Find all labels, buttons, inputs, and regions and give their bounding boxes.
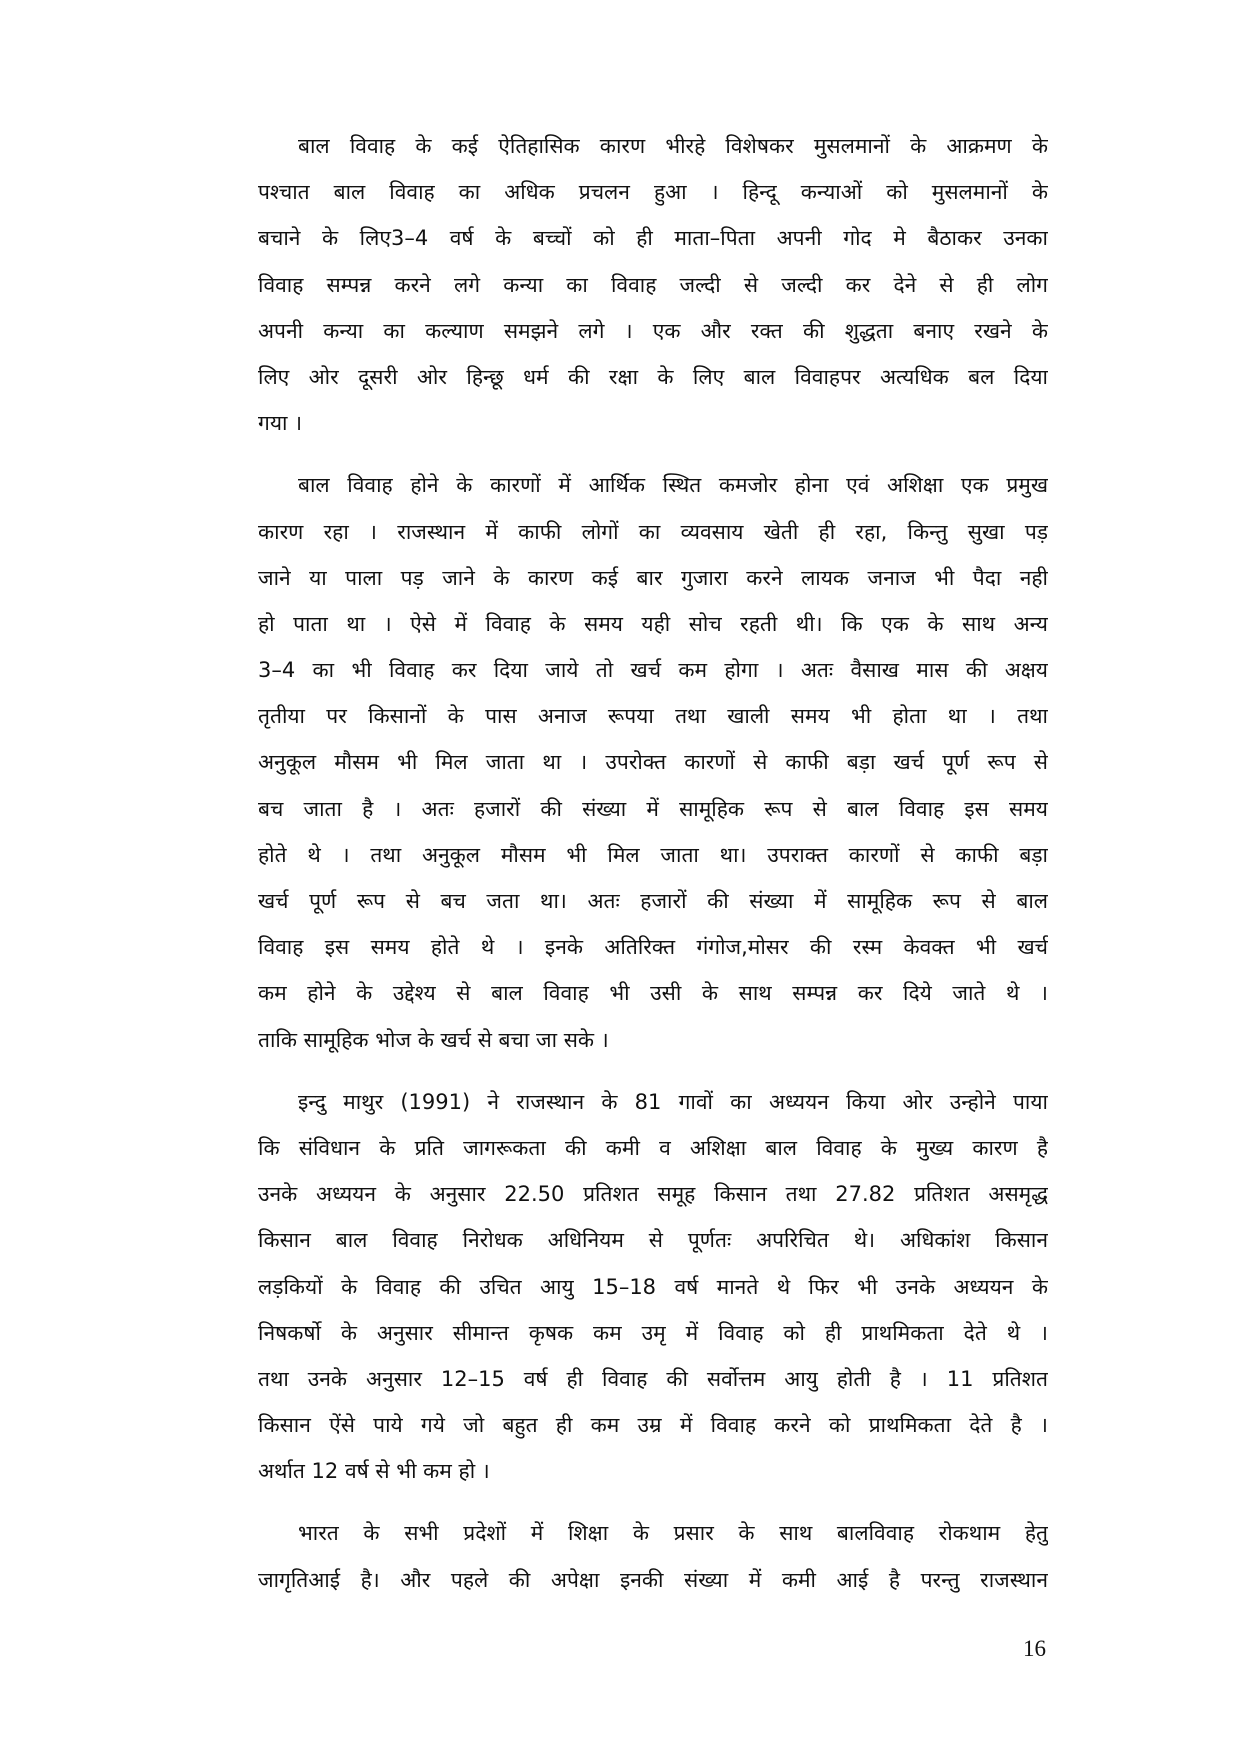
text-line: 3–4 का भी विवाह कर दिया जाये तो खर्च कम होगा । अतः वैसाख मास की अक्षय bbox=[258, 658, 1048, 683]
text-line: विवाह सम्पन्न करने लगे कन्या का विवाह जल्दी से जल्दी कर देने से ही लोग bbox=[258, 272, 1048, 297]
text-line: तथा उनके अनुसार 12–15 वर्ष ही विवाह की सर्वोत्तम आयु होती है । 11 प्रतिशत bbox=[258, 1366, 1048, 1391]
text-line: होते थे । तथा अनुकूल मौसम भी मिल जाता था। उपराक्त कारणों से काफी बड़ा bbox=[258, 842, 1048, 867]
paragraph-2 bbox=[258, 462, 1048, 1062]
text-line: हो पाता था । ऐसे में विवाह के समय यही सोच रहती थी। कि एक के साथ अन्य bbox=[258, 611, 1048, 636]
text-line: विवाह इस समय होते थे । इनके अतिरिक्त गंगोज,मोसर की रस्म केवक्त भी खर्च bbox=[258, 935, 1048, 960]
text-line: उनके अध्ययन के अनुसार 22.50 प्रतिशत समूह किसान तथा 27.82 प्रतिशत असमृद्ध bbox=[258, 1182, 1048, 1207]
text-line: बाल विवाह होने के कारणों में आर्थिक स्थित कमजोर होना एवं अशिक्षा एक प्रमुख bbox=[298, 473, 1048, 498]
text-line: इन्दु माथुर (1991) ने राजस्थान के 81 गावों का अध्ययन किया ओर उन्होने पाया bbox=[298, 1089, 1048, 1114]
text-line: निषकर्षो के अनुसार सीमान्त कृषक कम उमृ में विवाह को ही प्राथमिकता देते थे । bbox=[258, 1320, 1048, 1345]
paragraph-4 bbox=[258, 1510, 1048, 1602]
page-number: 16 bbox=[1023, 1636, 1046, 1661]
text-line: तृतीया पर किसानों के पास अनाज रूपया तथा खाली समय भी होता था । तथा bbox=[258, 704, 1048, 729]
text-line: पश्चात बाल विवाह का अधिक प्रचलन हुआ । हिन्दू कन्याओं को मुसलमानों के bbox=[258, 180, 1048, 205]
text-line: बच जाता है । अतः हजारों की संख्या में सामूहिक रूप से बाल विवाह इस समय bbox=[258, 796, 1048, 821]
paragraph-3 bbox=[258, 1079, 1048, 1495]
text-line: जागृतिआई है। और पहले की अपेक्षा इनकी संख्या में कमी आई है परन्तु राजस्थान bbox=[258, 1567, 1048, 1592]
text-line: बाल विवाह के कई ऐतिहासिक कारण भीरहे विशेषकर मुसलमानों के आक्रमण के bbox=[298, 134, 1048, 158]
text-line: अनुकूल मौसम भी मिल जाता था । उपरोक्त कारणों से काफी बड़ा खर्च पूर्ण रूप से bbox=[258, 750, 1048, 775]
text-line: ताकि सामूहिक भोज के खर्च से बचा जा सके । bbox=[258, 1027, 609, 1052]
text-line: लड़कियों के विवाह की उचित आयु 15–18 वर्ष मानते थे फिर भी उनके अध्ययन के bbox=[258, 1274, 1048, 1299]
text-line: अर्थात 12 वर्ष से भी कम हो । bbox=[258, 1459, 490, 1484]
text-line: गया । bbox=[258, 411, 303, 436]
text-line: खर्च पूर्ण रूप से बच जता था। अतः हजारों की संख्या में सामूहिक रूप से बाल bbox=[258, 889, 1048, 913]
body-text bbox=[258, 123, 1048, 1619]
text-line: किसान ऐंसे पाये गये जो बहुत ही कम उम्र में विवाह करने को प्राथमिकता देते है । bbox=[258, 1413, 1048, 1438]
text-line: कि संविधान के प्रति जागरूकता की कमी व अशिक्षा बाल विवाह के मुख्य कारण है bbox=[258, 1135, 1048, 1160]
text-line: कारण रहा । राजस्थान में काफी लोगों का व्यवसाय खेती ही रहा, किन्तु सुखा पड़ bbox=[258, 519, 1048, 544]
text-line: अपनी कन्या का कल्याण समझने लगे । एक और रक्त की शुद्धता बनाए रखने के bbox=[258, 318, 1048, 343]
text-line: बचाने के लिए3–4 वर्ष के बच्चों को ही माता–पिता अपनी गोद मे बैठाकर उनका bbox=[258, 226, 1048, 251]
text-line: कम होने के उद्देश्य से बाल विवाह भी उसी के साथ सम्पन्न कर दिये जाते थे । bbox=[258, 981, 1048, 1006]
text-line: जाने या पाला पड़ जाने के कारण कई बार गुजारा करने लायक जनाज भी पैदा नही bbox=[258, 565, 1048, 590]
text-line: किसान बाल विवाह निरोधक अधिनियम से पूर्णतः अपरिचित थे। अधिकांश किसान bbox=[258, 1228, 1048, 1253]
text-line: भारत के सभी प्रदेशों में शिक्षा के प्रसार के साथ बालविवाह रोकथाम हेतु bbox=[298, 1521, 1048, 1546]
paragraph-1 bbox=[258, 123, 1048, 446]
text-line: लिए ओर दूसरी ओर हिन्छू धर्म की रक्षा के लिए बाल विवाहपर अत्यधिक बल दिया bbox=[258, 364, 1048, 389]
